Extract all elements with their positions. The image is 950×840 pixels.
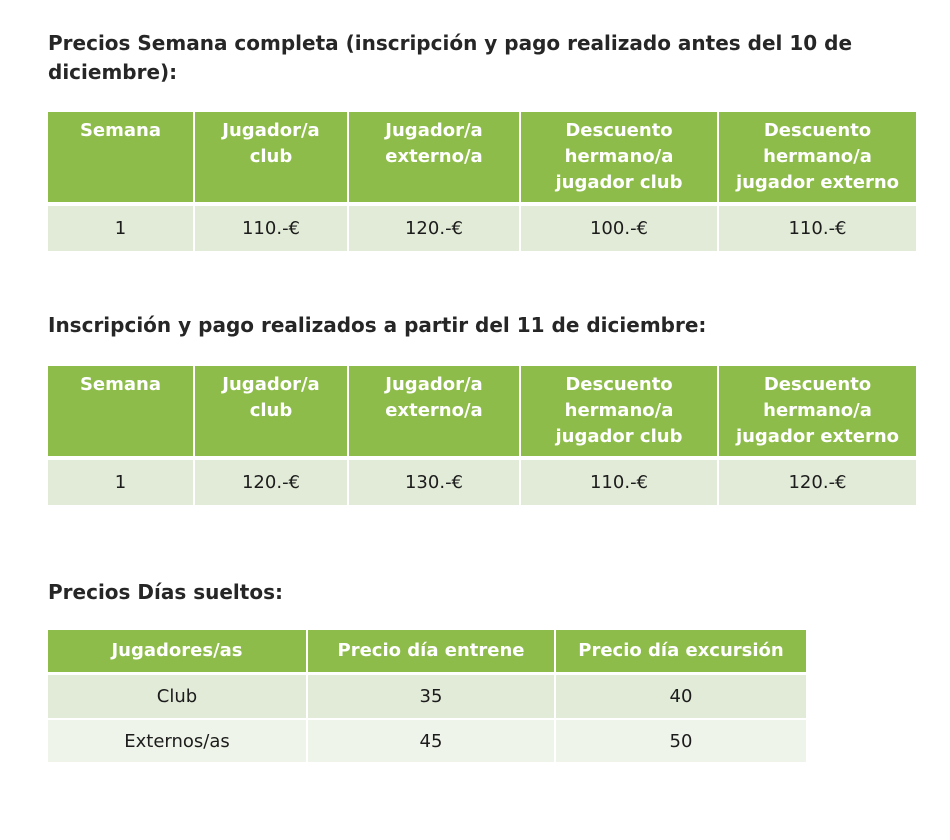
cell-price-external: 130.-€ bbox=[349, 460, 521, 505]
weekly-price-table-late bbox=[48, 366, 916, 505]
col-header-sibling-external: Descuento hermano/a jugador externo bbox=[719, 112, 916, 206]
cell-price-sibling-club: 110.-€ bbox=[521, 460, 719, 505]
table-header-row bbox=[48, 630, 806, 675]
weekly-price-table-early bbox=[48, 112, 916, 251]
cell-player-type: Externos/as bbox=[48, 720, 308, 762]
cell-week: 1 bbox=[48, 206, 195, 251]
cell-price-external: 120.-€ bbox=[349, 206, 521, 251]
cell-excursion-price: 50 bbox=[556, 720, 806, 762]
cell-price-sibling-external: 120.-€ bbox=[719, 460, 916, 505]
col-header-week: Semana bbox=[48, 366, 195, 460]
cell-excursion-price: 40 bbox=[556, 675, 806, 720]
daily-price-table bbox=[48, 630, 806, 762]
col-header-sibling-external: Descuento hermano/a jugador externo bbox=[719, 366, 916, 460]
col-header-week: Semana bbox=[48, 112, 195, 206]
col-header-club-player: Jugador/a club bbox=[195, 366, 349, 460]
col-header-excursion-day: Precio día excursión bbox=[556, 630, 806, 675]
cell-price-sibling-club: 100.-€ bbox=[521, 206, 719, 251]
cell-player-type: Club bbox=[48, 675, 308, 720]
col-header-sibling-club: Descuento hermano/a jugador club bbox=[521, 366, 719, 460]
section3-title: Precios Días sueltos: bbox=[48, 580, 283, 604]
table-row bbox=[48, 675, 806, 720]
col-header-players: Jugadores/as bbox=[48, 630, 308, 675]
table-row bbox=[48, 460, 916, 505]
col-header-sibling-club: Descuento hermano/a jugador club bbox=[521, 112, 719, 206]
col-header-external-player: Jugador/a externo/a bbox=[349, 366, 521, 460]
cell-week: 1 bbox=[48, 460, 195, 505]
cell-price-sibling-external: 110.-€ bbox=[719, 206, 916, 251]
section1-title: Precios Semana completa (inscripción y pago realizado antes del 10 de diciembre): bbox=[48, 31, 853, 84]
table-header-row bbox=[48, 112, 916, 206]
cell-training-price: 45 bbox=[308, 720, 556, 762]
col-header-club-player: Jugador/a club bbox=[195, 112, 349, 206]
table-row bbox=[48, 720, 806, 762]
table-header-row bbox=[48, 366, 916, 460]
table-row bbox=[48, 206, 916, 251]
col-header-external-player: Jugador/a externo/a bbox=[349, 112, 521, 206]
section2-title: Inscripción y pago realizados a partir del 11 de diciembre: bbox=[48, 313, 707, 337]
cell-price-club: 120.-€ bbox=[195, 460, 349, 505]
col-header-training-day: Precio día entrene bbox=[308, 630, 556, 675]
cell-training-price: 35 bbox=[308, 675, 556, 720]
cell-price-club: 110.-€ bbox=[195, 206, 349, 251]
